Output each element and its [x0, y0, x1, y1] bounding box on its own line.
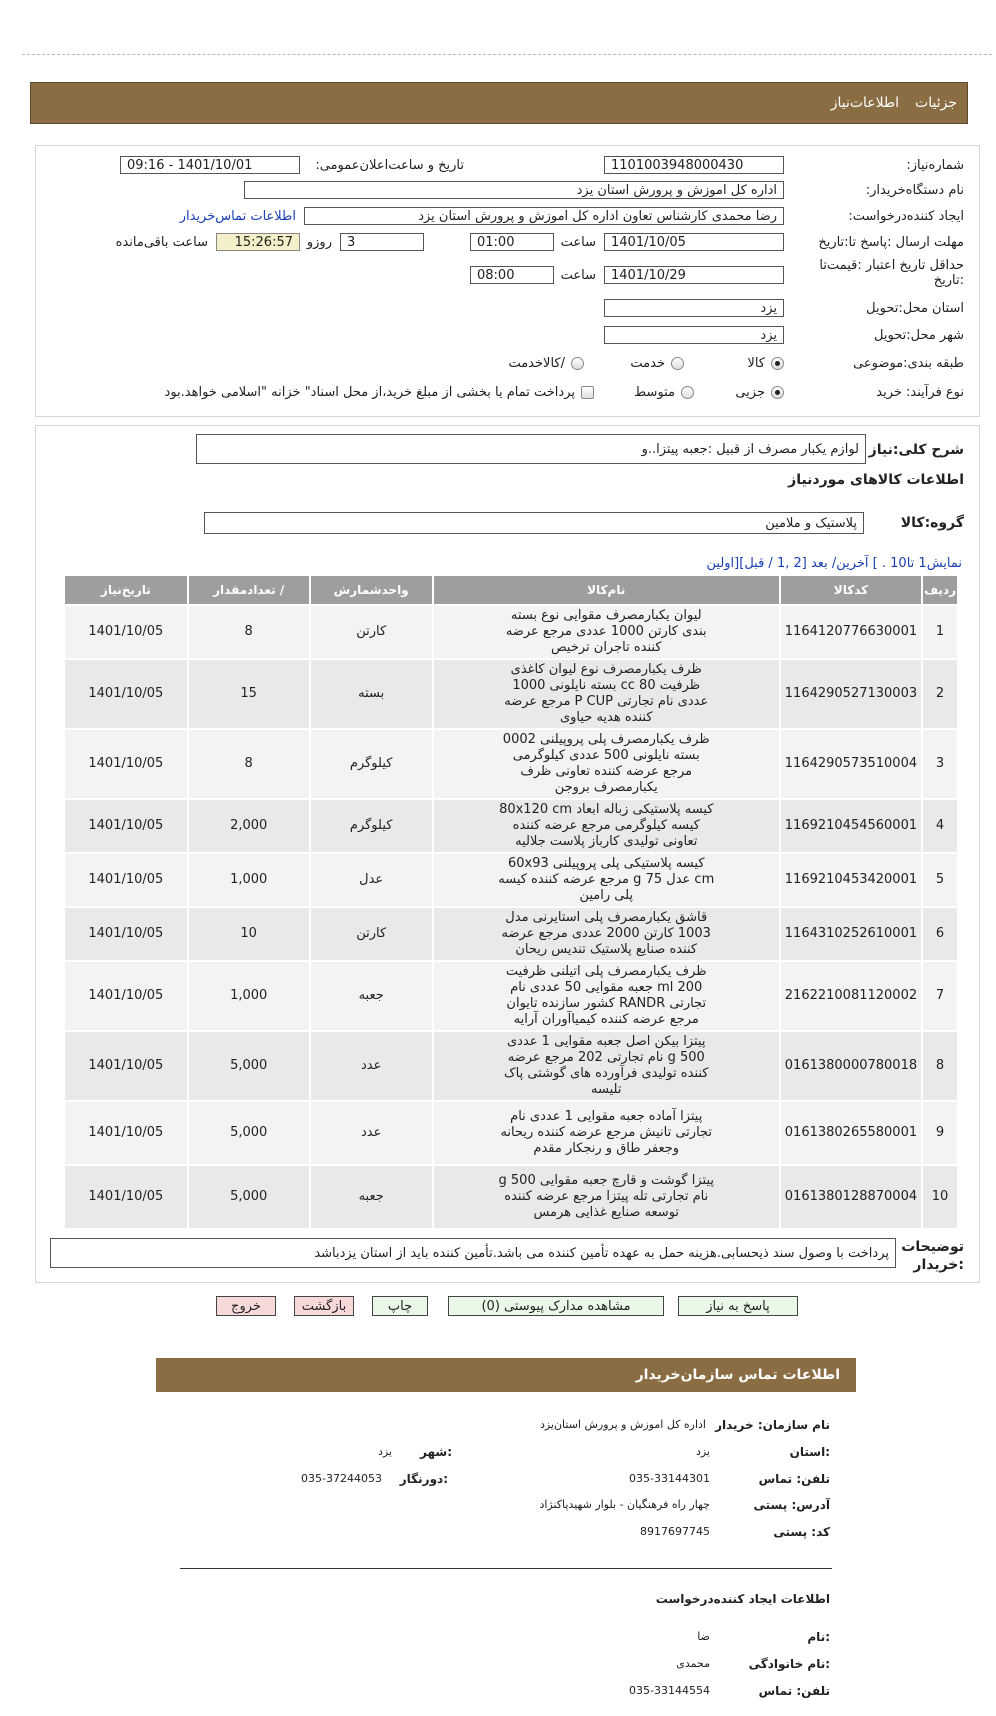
buyer-notes-field: پرداخت با وصول سند ذیحسابی.هزینه حمل به عهده تأمین کننده می باشد.تأمین کننده باید از استان یزدباشد [50, 1238, 896, 1268]
radio-goods-service[interactable] [571, 357, 584, 370]
row-index-cell: 9 [923, 1102, 957, 1164]
category-goods-label: کالا [747, 356, 765, 371]
unit-cell: عدد [311, 1102, 432, 1164]
phone-value: 035-33144301 [629, 1472, 710, 1485]
item-name-cell: لیوان یکبارمصرف مقوایی نوع بسته بندی کارتن 1000 عددی مرجع عرضه کننده تاجران ترخیص [434, 606, 779, 658]
tab-need-info[interactable]: اطلاعات‌نیاز [830, 95, 900, 111]
table-row [65, 908, 957, 960]
table-row [65, 1166, 957, 1228]
city-label: شهر محل:تحویل [874, 328, 964, 343]
row-index-cell: 5 [923, 854, 957, 906]
item-code-cell: 0161380000780018 [781, 1032, 921, 1100]
need-date-cell: 1401/10/05 [65, 660, 187, 728]
deadline-time-label: ساعت [560, 235, 596, 250]
col-unit-header: واحدشمارش [311, 576, 432, 604]
item-code-cell: 0161380128870004 [781, 1166, 921, 1228]
quantity-cell: 1,000 [189, 854, 309, 906]
creator-phone-label: تلفن: تماس [758, 1684, 830, 1698]
table-row [65, 730, 957, 798]
buyer-notes-label: توضیحات :خریدار [901, 1239, 964, 1273]
radio-service[interactable] [671, 357, 684, 370]
province-contact-value: یزد [695, 1445, 710, 1458]
process-option-minor[interactable] [735, 385, 784, 400]
radio-minor[interactable] [771, 386, 784, 399]
description-field: لوازم یکبار مصرف از قبیل :جعبه پیتزا..و [196, 434, 866, 464]
creator-name-value: ضا [697, 1630, 710, 1643]
province-label: استان محل:تحویل [866, 301, 964, 316]
fax-label: :دورنگار [399, 1472, 448, 1486]
pagination[interactable]: نمایش1 تا10 . ] آخرین/ بعد [2 ,1 / قبل][اولین [706, 556, 962, 571]
table-row [65, 962, 957, 1030]
contact-title: اطلاعات تماس سازمان‌خریدار [635, 1367, 840, 1383]
province-field: یزد [604, 299, 784, 317]
reply-button[interactable]: پاسخ به نیاز [678, 1296, 798, 1316]
row-index-cell: 4 [923, 800, 957, 852]
category-option-goods[interactable] [747, 356, 784, 371]
quantity-cell: 8 [189, 606, 309, 658]
city-contact-label: :شهر [420, 1445, 452, 1459]
address-value: چهار راه فرهنگیان - بلوار شهیدپاکنژاد [539, 1498, 710, 1511]
quantity-cell: 5,000 [189, 1166, 309, 1228]
payment-checkbox[interactable] [581, 386, 594, 399]
group-field: پلاستیک و ملامین [204, 512, 864, 534]
contact-header-bar [156, 1358, 856, 1392]
table-row [65, 800, 957, 852]
quantity-cell: 8 [189, 730, 309, 798]
need-number-field: 1101003948000430 [604, 156, 784, 174]
attachments-button[interactable]: مشاهده مدارک پیوستی (0) [448, 1296, 664, 1316]
item-name-cell: پیتزا آماده جعبه مقوایی 1 عددی نام تجارتی تانیش مرجع عرضه کننده ریحانه وجعفر طاق و رنجکار مقدم [434, 1102, 779, 1164]
buyer-field: اداره کل اموزش و پرورش استان یزد [244, 181, 784, 199]
process-option-medium[interactable] [634, 385, 694, 400]
row-index-cell: 2 [923, 660, 957, 728]
col-qty-header: / تعدادمقدار [189, 576, 309, 604]
table-row [65, 854, 957, 906]
quantity-cell: 1,000 [189, 962, 309, 1030]
payment-text: پرداخت تمام یا بخشی از مبلغ خرید،از محل اسناد" خزانه "اسلامی خواهد.بود [164, 385, 575, 400]
item-code-cell: 1164290527130003 [781, 660, 921, 728]
process-minor-label: جزیی [735, 385, 765, 400]
need-date-cell: 1401/10/05 [65, 962, 187, 1030]
creator-info-title: اطلاعات ایجاد کننده‌درخواست [655, 1592, 830, 1606]
buyer-label: نام دستگاه‌خریدار: [865, 183, 964, 198]
unit-cell: کیلوگرم [311, 800, 432, 852]
table-row [65, 1102, 957, 1164]
item-name-cell: پیتزا گوشت و قارچ جعبه مقوایی 500 g نام تجارتی تله پیتزا مرجع عرضه کننده توسعه صنایع غذایی هرمس [434, 1166, 779, 1228]
need-date-cell: 1401/10/05 [65, 800, 187, 852]
col-name-header: نام‌کالا [434, 576, 779, 604]
category-label: طبقه بندی:موضوعی [853, 356, 964, 371]
radio-medium[interactable] [681, 386, 694, 399]
table-row [65, 1032, 957, 1100]
unit-cell: کارتن [311, 606, 432, 658]
process-medium-label: متوسط [634, 385, 675, 400]
need-date-cell: 1401/10/05 [65, 1102, 187, 1164]
category-option-both[interactable] [508, 356, 584, 371]
postal-label: کد: پستی [773, 1525, 830, 1539]
need-date-cell: 1401/10/05 [65, 606, 187, 658]
payment-option[interactable] [165, 385, 594, 400]
item-code-cell: 1169210454560001 [781, 800, 921, 852]
city-contact-value: یزد [377, 1445, 392, 1458]
days-field: 3 [340, 233, 424, 251]
province-contact-label: :استان [789, 1445, 830, 1459]
unit-cell: بسته [311, 660, 432, 728]
radio-goods[interactable] [771, 357, 784, 370]
item-code-cell: 2162210081120002 [781, 962, 921, 1030]
process-label: نوع فرآیند: خرید [876, 385, 964, 400]
item-name-cell: کیسه پلاستیکی پلی پروپیلنی 60x93 cm عدل 75 g مرجع عرضه کننده کیسه پلی رامین [434, 854, 779, 906]
item-name-cell: قاشق یکبارمصرف پلی استایرنی مدل 1003 کارتن 2000 عددی مرجع عرضه کننده صنایع پلاستیک تندیس ریحان [434, 908, 779, 960]
tab-details[interactable]: جزئیات [915, 95, 957, 111]
quantity-cell: 5,000 [189, 1102, 309, 1164]
creator-name-label: :نام [807, 1630, 830, 1644]
org-label: نام سازمان: خریدار [715, 1418, 830, 1432]
announce-label: تاریخ و ساعت‌اعلان‌عمومی: [315, 158, 464, 173]
table-row [65, 606, 957, 658]
exit-button[interactable]: خروج [216, 1296, 276, 1316]
need-date-cell: 1401/10/05 [65, 1166, 187, 1228]
col-code-header: کدکالا [781, 576, 921, 604]
creator-label: ایجاد کننده‌درخواست: [848, 209, 964, 224]
postal-value: 8917697745 [640, 1525, 710, 1538]
description-label: شرح کلی:نیاز [868, 442, 964, 458]
creator-phone-value: 035-33144554 [629, 1684, 710, 1697]
category-both-label: /کالاخدمت [508, 356, 565, 371]
row-index-cell: 8 [923, 1032, 957, 1100]
item-code-cell: 1164310252610001 [781, 908, 921, 960]
details-header-bar [30, 82, 968, 124]
top-divider [22, 54, 992, 55]
validity-date-field: 1401/10/29 [604, 266, 784, 284]
validity-label: حداقل تاریخ اعتبار :قیمت‌تا :تاریخ [819, 258, 964, 288]
item-name-cell: پیتزا بیکن اصل جعبه مقوایی 1 عددی 500 g نام تجارتی 202 مرجع عرضه کننده تولیدی فرآورده های گوشتی پاک تلیسه [434, 1032, 779, 1100]
contact-divider [180, 1568, 832, 1569]
item-name-cell: ظرف یکبارمصرف نوع لیوان کاغذی ظرفیت 80 cc بسته نایلونی 1000 عددی نام تجارتی P CUP مرجع عرضه کننده هدیه حیاوی [434, 660, 779, 728]
fax-value: 035-37244053 [301, 1472, 382, 1485]
row-index-cell: 7 [923, 962, 957, 1030]
goods-table [63, 574, 959, 1230]
unit-cell: عدل [311, 854, 432, 906]
announce-field: 1401/10/01 - 09:16 [120, 156, 300, 174]
need-number-label: شماره‌نیاز: [906, 158, 964, 173]
item-code-cell: 1164290573510004 [781, 730, 921, 798]
buyer-contact-link[interactable]: اطلاعات تماس‌خریدار [179, 209, 296, 224]
org-value: اداره کل اموزش و پرورش استان‌یزد [539, 1418, 706, 1431]
row-index-cell: 3 [923, 730, 957, 798]
col-date-header: تاریخ‌نیاز [65, 576, 187, 604]
row-index-cell: 1 [923, 606, 957, 658]
row-index-cell: 10 [923, 1166, 957, 1228]
unit-cell: جعبه [311, 1166, 432, 1228]
quantity-cell: 10 [189, 908, 309, 960]
quantity-cell: 2,000 [189, 800, 309, 852]
quantity-cell: 15 [189, 660, 309, 728]
table-header-row [65, 576, 957, 604]
validity-time-label: ساعت [560, 268, 596, 283]
deadline-date-field: 1401/10/05 [604, 233, 784, 251]
need-date-cell: 1401/10/05 [65, 854, 187, 906]
days-label: روزو [306, 235, 332, 250]
item-code-cell: 0161380265580001 [781, 1102, 921, 1164]
city-field: یزد [604, 326, 784, 344]
deadline-time-field: 01:00 [470, 233, 554, 251]
item-code-cell: 1164120776630001 [781, 606, 921, 658]
unit-cell: عدد [311, 1032, 432, 1100]
unit-cell: کارتن [311, 908, 432, 960]
row-index-cell: 6 [923, 908, 957, 960]
creator-field: رضا محمدی کارشناس تعاون اداره کل اموزش و پرورش استان یزد [304, 207, 784, 225]
item-name-cell: ظرف یکبارمصرف پلی اتیلنی ظرفیت 200 ml جعبه مقوایی 50 عددی نام تجارتی RANDR کشور سازنده تایوان مرجع عرضه کننده کیمیاآوران آرایه [434, 962, 779, 1030]
item-name-cell: کیسه پلاستیکی زباله ابعاد 80x120 cm کیسه کیلوگرمی مرجع عرضه کننده تعاونی تولیدی کارباز پلاست جلالیه [434, 800, 779, 852]
remaining-label: ساعت باقی‌مانده [115, 235, 208, 250]
phone-label: تلفن: تماس [758, 1472, 830, 1486]
creator-family-label: :نام خانوادگی [748, 1657, 830, 1671]
quantity-cell: 5,000 [189, 1032, 309, 1100]
address-label: آدرس: پستی [753, 1498, 830, 1512]
need-date-cell: 1401/10/05 [65, 908, 187, 960]
item-name-cell: ظرف یکبارمصرف پلی پروپیلنی 0002 بسته نایلونی 500 عددی کیلوگرمی مرجع عرضه کننده تعاونی ظرف یکبارمصرف بروجن [434, 730, 779, 798]
unit-cell: جعبه [311, 962, 432, 1030]
col-row-header: ردیف [923, 576, 957, 604]
validity-time-field: 08:00 [470, 266, 554, 284]
need-date-cell: 1401/10/05 [65, 1032, 187, 1100]
item-code-cell: 1169210453420001 [781, 854, 921, 906]
creator-family-value: محمدی [676, 1657, 710, 1670]
print-button[interactable]: چاپ [372, 1296, 428, 1316]
goods-info-title: اطلاعات کالاهای مورد‌نیاز [788, 472, 964, 488]
back-button[interactable]: بازگشت [294, 1296, 354, 1316]
table-row [65, 660, 957, 728]
category-option-service[interactable] [630, 356, 684, 371]
unit-cell: کیلوگرم [311, 730, 432, 798]
group-label: گروه:کالا [900, 515, 964, 531]
category-service-label: خدمت [630, 356, 665, 371]
deadline-label: مهلت ارسال :پاسخ تا:تاریخ [818, 235, 964, 250]
remaining-time-field: 15:26:57 [216, 233, 300, 251]
need-date-cell: 1401/10/05 [65, 730, 187, 798]
